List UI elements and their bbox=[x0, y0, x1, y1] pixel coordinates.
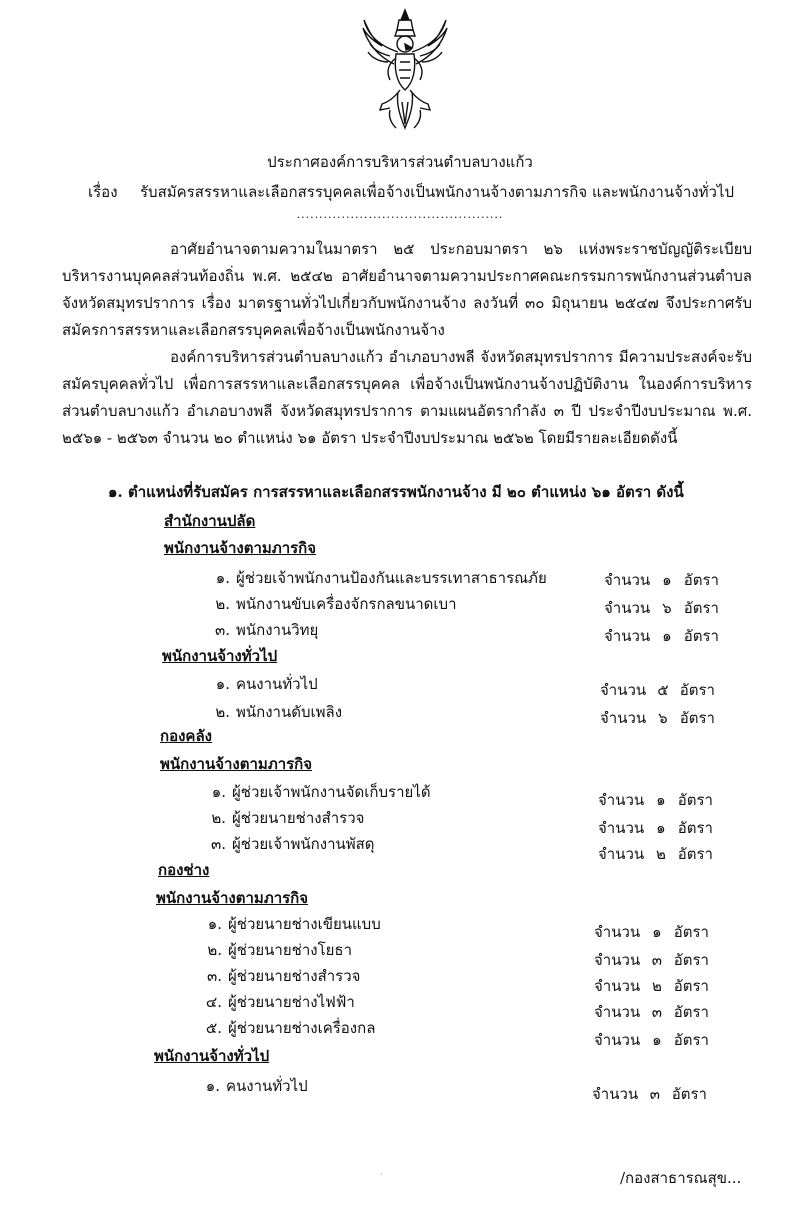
item-title: พนักงานวิทยุ bbox=[236, 621, 319, 639]
item-title: ผู้ช่วยเจ้าพนักงานพัสดุ bbox=[232, 835, 375, 853]
paragraph-legal-basis bbox=[62, 236, 752, 344]
continuation-footer: /กองสาธารณสุข... bbox=[620, 1169, 742, 1187]
subject-text: รับสมัครสรรหาและเลือกสรรบุคคลเพื่อจ้างเป็นพนักงานจ้างตามภารกิจ และพนักงานจ้างทั่วไป bbox=[140, 183, 735, 201]
count-label: จำนวน bbox=[600, 681, 647, 699]
item-title: คนงานทั่วไป bbox=[236, 675, 318, 693]
item-count bbox=[604, 624, 719, 648]
item-count bbox=[598, 842, 713, 866]
rate-label: อัตรา bbox=[683, 599, 719, 617]
group-heading: พนักงานจ้างตามภารกิจ bbox=[160, 755, 313, 773]
rate-label: อัตรา bbox=[673, 951, 709, 969]
item-count bbox=[594, 974, 709, 998]
item-number: ๕. bbox=[205, 1019, 222, 1037]
position-item bbox=[210, 566, 547, 590]
item-number: ๔. bbox=[205, 993, 222, 1011]
count-label: จำนวน bbox=[604, 571, 651, 589]
department-heading: กองคลัง bbox=[160, 727, 212, 745]
section-1-heading: ๑. ตำแหน่งที่รับสมัคร การสรรหาและเลือกสรรพนักงานจ้าง มี ๒๐ ตำแหน่ง ๖๑ อัตรา ดังนี้ bbox=[108, 483, 684, 501]
count-value: ๓ bbox=[649, 1085, 661, 1103]
announcement-title: ประกาศองค์การบริหารส่วนตำบลบางแก้ว bbox=[267, 153, 533, 171]
rate-label: อัตรา bbox=[671, 1085, 707, 1103]
count-label: จำนวน bbox=[594, 1031, 641, 1049]
count-value: ๖ bbox=[658, 709, 668, 727]
subject-label: เรื่อง bbox=[88, 183, 118, 201]
item-title: ผู้ช่วยนายช่างเครื่องกล bbox=[228, 1019, 376, 1037]
item-title: ผู้ช่วยเจ้าพนักงานป้องกันและบรรเทาสาธารณภัย bbox=[236, 569, 547, 587]
paragraph-2-text: องค์การบริหารส่วนตำบลบางแก้ว อำเภอบางพลี จังหวัดสมุทรปราการ มีความประสงค์จะรับสมัครบุคคลทั่วไป เพื่อการสรรหาและเลือกสรรบุคคล เพื่อจ้างเป็นพนักงานจ้างปฏิบัติงาน ในองค์การบริหารส่วนตำบลบางแก้ว อำเภอบางพลี จังหวัดสมุทรปราการ ตามแผนอัตรากำลัง ๓ ปี ประจำปีงบประมาณ พ.ศ. ๒๕๖๑ - ๒๕๖๓ จำนวน ๒๐ ตำแหน่ง ๖๑ อัตรา ประจำปีงบประมาณ ๒๕๖๒ โดยมีรายละเอียดดังนี้ bbox=[62, 348, 752, 447]
rate-label: อัตรา bbox=[677, 819, 713, 837]
item-count bbox=[598, 788, 713, 812]
count-label: จำนวน bbox=[600, 709, 647, 727]
count-value: ๑ bbox=[662, 571, 672, 589]
rate-label: อัตรา bbox=[677, 791, 713, 809]
item-title: ผู้ช่วยนายช่างสำรวจ bbox=[232, 809, 365, 827]
count-label: จำนวน bbox=[598, 819, 645, 837]
position-item bbox=[202, 938, 352, 962]
count-value: ๖ bbox=[662, 599, 672, 617]
position-item bbox=[210, 592, 457, 616]
rate-label: อัตรา bbox=[673, 923, 709, 941]
count-label: จำนวน bbox=[594, 923, 641, 941]
item-title: ผู้ช่วยนายช่างไฟฟ้า bbox=[228, 993, 355, 1011]
rate-label: อัตรา bbox=[673, 1003, 709, 1021]
subject-line bbox=[88, 180, 778, 204]
rate-label: อัตรา bbox=[673, 1031, 709, 1049]
item-count bbox=[594, 948, 709, 972]
department-heading: กองช่าง bbox=[158, 861, 210, 879]
position-item bbox=[202, 1016, 375, 1040]
item-count bbox=[604, 596, 719, 620]
group-heading: พนักงานจ้างทั่วไป bbox=[162, 647, 278, 665]
position-item bbox=[206, 780, 431, 804]
group-heading: พนักงานจ้างทั่วไป bbox=[154, 1047, 270, 1065]
item-number: ๒. bbox=[215, 703, 230, 721]
paragraph-1-text: อาศัยอำนาจตามความในมาตรา ๒๕ ประกอบมาตรา ๒๖ แห่งพระราชบัญญัติระเบียบบริหารงานบุคคลส่วนท้องถิ่น พ.ศ. ๒๕๔๒ อาศัยอำนาจตามความประกาศคณะกรรมการพนักงานส่วนตำบลจังหวัดสมุทรปราการ เรื่อง มาตรฐานทั่วไปเกี่ยวกับพนักงานจ้าง ลงวันที่ ๓๐ มิถุนายน ๒๕๔๗ จึงประกาศรับสมัครการสรรหาและเลือกสรรบุคคลเพื่อจ้างเป็นพนักงานจ้าง bbox=[62, 240, 752, 339]
group-heading: พนักงานจ้างตามภารกิจ bbox=[156, 889, 309, 907]
item-title: พนักงานขับเครื่องจักรกลขนาดเบา bbox=[236, 595, 457, 613]
item-count bbox=[592, 1082, 707, 1106]
item-number: ๑. bbox=[215, 675, 230, 693]
department-heading: สำนักงานปลัด bbox=[164, 512, 256, 530]
count-label: จำนวน bbox=[598, 845, 645, 863]
position-item bbox=[206, 806, 364, 830]
item-number: ๑. bbox=[211, 783, 226, 801]
item-count bbox=[600, 678, 715, 702]
item-title: คนงานทั่วไป bbox=[226, 1077, 308, 1095]
item-number: ๒. bbox=[207, 941, 222, 959]
count-value: ๑ bbox=[652, 923, 662, 941]
item-number: ๑. bbox=[207, 915, 222, 933]
item-count bbox=[594, 1028, 709, 1052]
position-item bbox=[210, 672, 318, 696]
item-count bbox=[604, 568, 719, 592]
item-count bbox=[594, 1000, 709, 1024]
item-number: ๒. bbox=[211, 809, 226, 827]
item-title: ผู้ช่วยนายช่างโยธา bbox=[228, 941, 352, 959]
item-count bbox=[594, 920, 709, 944]
item-count bbox=[600, 706, 715, 730]
count-value: ๑ bbox=[662, 627, 672, 645]
position-item bbox=[202, 990, 355, 1014]
position-item bbox=[202, 964, 360, 988]
rate-label: อัตรา bbox=[679, 681, 715, 699]
count-value: ๕ bbox=[657, 681, 669, 699]
rate-label: อัตรา bbox=[683, 571, 719, 589]
count-label: จำนวน bbox=[594, 977, 641, 995]
group-heading: พนักงานจ้างตามภารกิจ bbox=[164, 539, 317, 557]
rate-label: อัตรา bbox=[677, 845, 713, 863]
count-value: ๓ bbox=[651, 1003, 663, 1021]
count-label: จำนวน bbox=[592, 1085, 639, 1103]
count-label: จำนวน bbox=[604, 627, 651, 645]
count-value: ๑ bbox=[652, 1031, 662, 1049]
scan-speck: · bbox=[380, 1170, 383, 1179]
item-number: ๑. bbox=[215, 569, 230, 587]
item-number: ๓. bbox=[206, 967, 222, 985]
position-item bbox=[210, 700, 342, 724]
count-value: ๓ bbox=[651, 951, 663, 969]
item-number: ๓. bbox=[214, 621, 230, 639]
count-label: จำนวน bbox=[594, 1003, 641, 1021]
count-label: จำนวน bbox=[594, 951, 641, 969]
rate-label: อัตรา bbox=[683, 627, 719, 645]
count-value: ๑ bbox=[656, 819, 666, 837]
item-count bbox=[598, 816, 713, 840]
item-number: ๑. bbox=[205, 1077, 220, 1095]
count-value: ๑ bbox=[656, 791, 666, 809]
item-number: ๓. bbox=[210, 835, 226, 853]
garuda-emblem-icon bbox=[360, 6, 450, 134]
position-item bbox=[206, 832, 375, 856]
position-item bbox=[202, 912, 381, 936]
count-value: ๒ bbox=[651, 977, 662, 995]
paragraph-purpose bbox=[62, 344, 752, 452]
position-item bbox=[200, 1074, 308, 1098]
item-number: ๒. bbox=[215, 595, 230, 613]
item-title: ผู้ช่วยนายช่างสำรวจ bbox=[228, 967, 361, 985]
separator-dots: .............................................. bbox=[296, 208, 504, 221]
item-title: พนักงานดับเพลิง bbox=[236, 703, 343, 721]
position-item bbox=[210, 618, 318, 642]
rate-label: อัตรา bbox=[673, 977, 709, 995]
count-value: ๒ bbox=[655, 845, 666, 863]
count-label: จำนวน bbox=[598, 791, 645, 809]
item-title: ผู้ช่วยนายช่างเขียนแบบ bbox=[228, 915, 381, 933]
rate-label: อัตรา bbox=[679, 709, 715, 727]
count-label: จำนวน bbox=[604, 599, 651, 617]
item-title: ผู้ช่วยเจ้าพนักงานจัดเก็บรายได้ bbox=[232, 783, 431, 801]
